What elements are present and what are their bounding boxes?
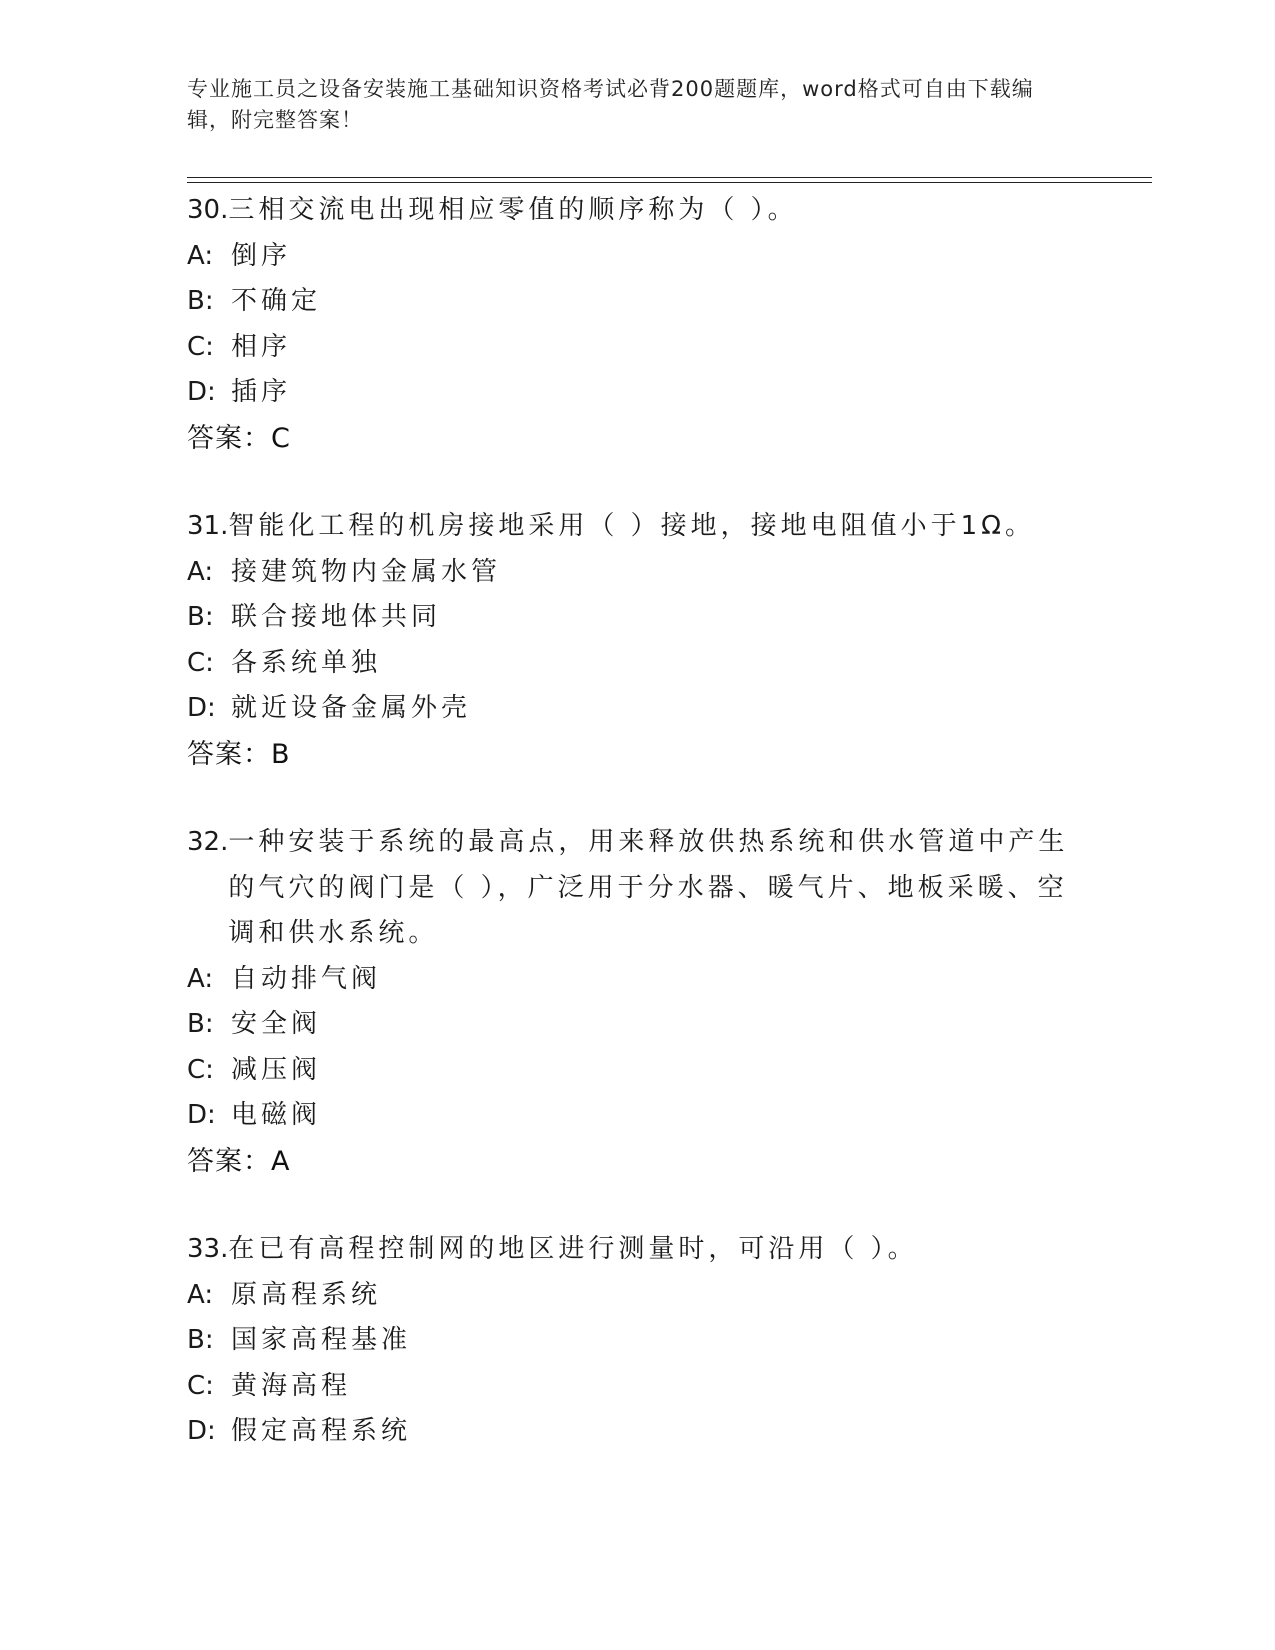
option-d <box>187 370 1087 416</box>
option-text: 国家高程基准 <box>231 1325 412 1355</box>
question-32 <box>187 820 1087 1184</box>
option-letter: D: <box>187 377 216 407</box>
option-b <box>187 1318 1087 1364</box>
question-30 <box>187 188 1087 461</box>
option-letter: C: <box>187 331 214 362</box>
option-letter: D: <box>187 1416 216 1446</box>
option-letter: A: <box>187 963 214 994</box>
option-text: 接建筑物内金属水管 <box>231 556 502 587</box>
option-c <box>187 1364 1087 1410</box>
option-d <box>187 686 1087 732</box>
option-text: 假定高程系统 <box>231 1416 412 1446</box>
option-a <box>187 1273 1087 1319</box>
option-text: 黄海高程 <box>231 1370 352 1401</box>
answer-line: 答案：C <box>187 422 291 454</box>
question-text: 一种安装于系统的最高点，用来释放供热系统和供水管道中产生的气穴的阀门是（ ），广泛用于分水器、暖气片、地板采暖、空调和供水系统。 <box>228 827 1069 948</box>
question-33 <box>187 1227 1087 1455</box>
option-letter: D: <box>187 1100 216 1130</box>
question-number: 30. <box>187 195 229 225</box>
option-text: 就近设备金属外壳 <box>231 693 472 723</box>
question-number: 33. <box>187 1234 229 1264</box>
option-text: 倒序 <box>231 240 292 271</box>
option-letter: C: <box>187 1370 214 1401</box>
question-text: 智能化工程的机房接地采用（ ）接地，接地电阻值小于1Ω。 <box>228 511 1036 541</box>
option-c <box>187 325 1087 371</box>
question-list <box>187 188 1087 1498</box>
option-text: 自动排气阀 <box>231 963 382 994</box>
option-b <box>187 595 1087 641</box>
question-number: 32. <box>187 827 229 857</box>
answer-line: 答案：A <box>187 1145 291 1177</box>
question-text: 在已有高程控制网的地区进行测量时，可沿用（ ）。 <box>228 1234 918 1264</box>
option-a <box>187 234 1087 280</box>
option-a <box>187 957 1087 1003</box>
option-letter: C: <box>187 647 214 678</box>
option-b <box>187 279 1087 325</box>
question-text: 三相交流电出现相应零值的顺序称为（ ）。 <box>228 195 798 225</box>
option-letter: A: <box>187 240 214 271</box>
question-stem <box>187 820 1087 957</box>
option-letter: C: <box>187 1054 214 1085</box>
option-c <box>187 1048 1087 1094</box>
question-stem <box>187 188 1087 234</box>
answer-line: 答案：B <box>187 738 291 770</box>
header-divider-top <box>187 177 1152 178</box>
question-stem <box>187 504 1087 550</box>
option-d <box>187 1093 1087 1139</box>
option-text: 原高程系统 <box>231 1279 382 1310</box>
option-text: 相序 <box>231 331 292 362</box>
question-31 <box>187 504 1087 777</box>
option-text: 联合接地体共同 <box>231 602 442 632</box>
option-letter: A: <box>187 556 214 587</box>
option-text: 插序 <box>231 377 292 407</box>
option-text: 各系统单独 <box>231 647 382 678</box>
option-b <box>187 1002 1087 1048</box>
option-c <box>187 641 1087 687</box>
header-divider-bottom <box>187 182 1152 183</box>
page-header-title: 专业施工员之设备安装施工基础知识资格考试必背200题题库，word格式可自由下载编辑，附完整答案！ <box>187 77 1034 132</box>
option-d <box>187 1409 1087 1455</box>
option-text: 安全阀 <box>231 1009 322 1039</box>
option-letter: B: <box>187 1325 214 1355</box>
option-text: 电磁阀 <box>231 1100 322 1130</box>
option-a <box>187 550 1087 596</box>
option-letter: A: <box>187 1279 214 1310</box>
option-text: 减压阀 <box>231 1054 322 1085</box>
option-letter: B: <box>187 602 214 632</box>
option-letter: B: <box>187 286 214 316</box>
option-letter: D: <box>187 693 216 723</box>
question-stem <box>187 1227 1087 1273</box>
option-text: 不确定 <box>231 286 322 316</box>
question-number: 31. <box>187 511 229 541</box>
option-letter: B: <box>187 1009 214 1039</box>
